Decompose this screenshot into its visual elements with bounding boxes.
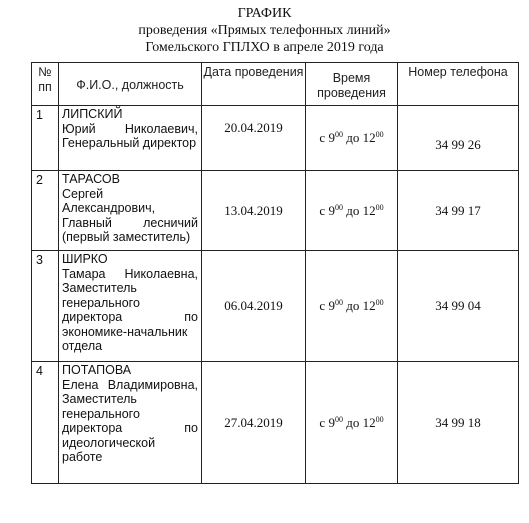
document-subtitle: проведения «Прямых телефонных линий» <box>138 23 391 38</box>
date-cell: 06.04.2019 <box>202 251 306 362</box>
table-row <box>32 251 519 362</box>
row-number: 3 <box>32 251 59 362</box>
header-phone: Номер телефона <box>398 63 519 106</box>
schedule-table <box>31 62 519 484</box>
row-number: 2 <box>32 171 59 251</box>
time-cell: с $9^{00}$ до $12^{00}$ <box>306 251 398 362</box>
date-cell: 27.04.2019 <box>202 362 306 484</box>
phone-cell: 34 99 17 <box>398 171 519 251</box>
phone-cell: 34 99 18 <box>398 362 519 484</box>
person-surname: ПОТАПОВА <box>62 363 132 377</box>
time-cell: с $9^{00}$ до $12^{00}$ <box>306 171 398 251</box>
phone-cell: 34 99 26 <box>398 106 519 171</box>
date-cell: 20.04.2019 <box>202 106 306 171</box>
date-cell: 13.04.2019 <box>202 171 306 251</box>
row-number: 1 <box>32 106 59 171</box>
time-cell: с $9^{00}$ до $12^{00}$ <box>306 106 398 171</box>
person-details: Тамара Николаевна, Заместитель генерального директора по экономике-начальник отдела <box>62 266 198 353</box>
person-details: Сергей Александрович, Главный лесничий (первый заместитель) <box>62 186 198 244</box>
person-surname: ЛИПСКИЙ <box>62 107 123 121</box>
person-details: Елена Владимировна, Заместитель генерального директора по идеологической работе <box>62 377 198 464</box>
person-surname: ШИРКО <box>62 252 108 266</box>
phone-cell: 34 99 04 <box>398 251 519 362</box>
document-title: ГРАФИК <box>237 6 292 21</box>
header-time: Время проведения <box>306 63 398 106</box>
table-row <box>32 362 519 484</box>
table-row <box>32 106 519 171</box>
person-surname: ТАРАСОВ <box>62 172 120 186</box>
table-row <box>32 171 519 251</box>
person-cell <box>59 251 202 362</box>
header-date: Дата проведения <box>202 63 306 106</box>
row-number: 4 <box>32 362 59 484</box>
table-header-row <box>32 63 519 106</box>
person-cell <box>59 362 202 484</box>
header-name: Ф.И.О., должность <box>59 63 202 106</box>
person-cell <box>59 106 202 171</box>
header-num: № пп <box>32 63 59 106</box>
person-cell <box>59 171 202 251</box>
person-details: Юрий Николаевич, Генеральный директор <box>62 121 198 150</box>
time-cell: с $9^{00}$ до $12^{00}$ <box>306 362 398 484</box>
document-subtitle-org: Гомельского ГПЛХО в апреле 2019 года <box>145 40 384 55</box>
